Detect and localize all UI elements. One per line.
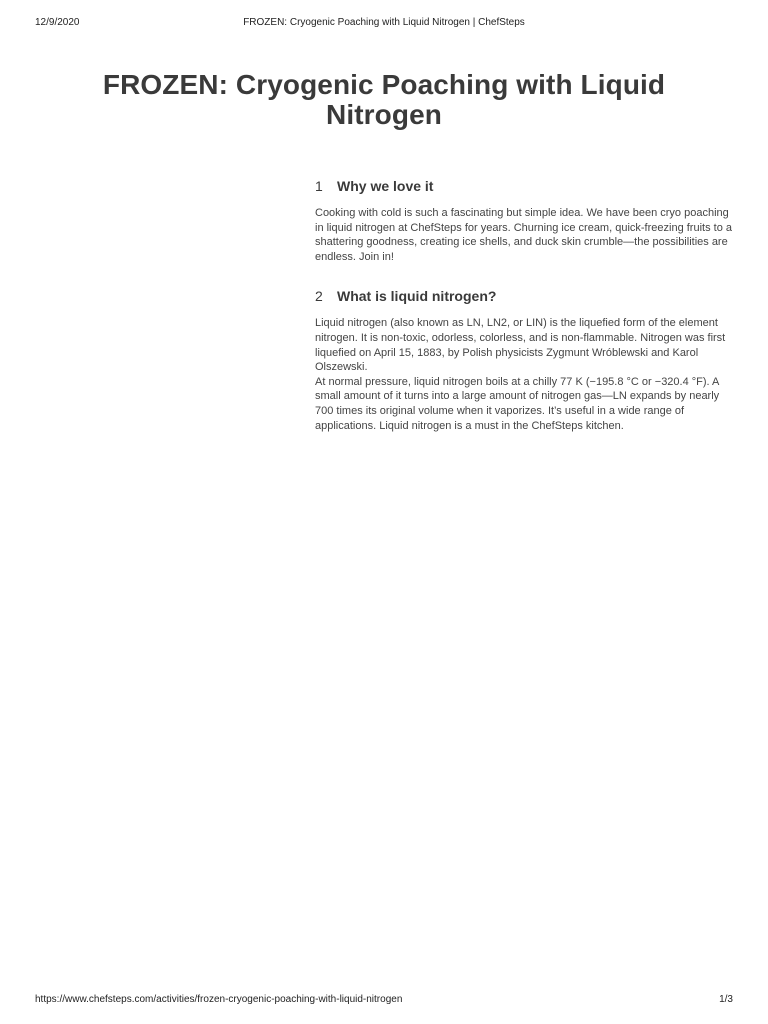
step-paragraph: Cooking with cold is such a fascinating but simple idea. We have been cryo poaching in liquid nitrogen at ChefSteps for years. Churning ice cream, quick-freezing fruits to a shattering goodness, creating ice shells, and duck skin crumble—the possibilities are endless. Join in!	[315, 207, 732, 263]
footer-page-indicator: 1/3	[719, 994, 733, 1005]
step-paragraph: Liquid nitrogen (also known as LN, LN2, or LIN) is the liquefied form of the element nitrogen. It is non-toxic, odorless, colorless, and is non-flammable. Nitrogen was first liquefied on April 15, 1883, by Polish physicists Zygmunt Wróblewski and Karol Olszewski.	[315, 317, 726, 374]
step-number: 1	[315, 178, 323, 194]
step-heading	[315, 176, 735, 196]
footer-url: https://www.chefsteps.com/activities/frozen-cryogenic-poaching-with-liquid-nitrogen	[35, 994, 403, 1005]
step-what-is-liquid-nitrogen	[315, 286, 735, 433]
page-title: FROZEN: Cryogenic Poaching with Liquid Nitrogen	[102, 69, 666, 130]
print-date: 12/9/2020	[35, 17, 80, 28]
step-title: Why we love it	[337, 178, 434, 194]
step-heading	[315, 286, 735, 306]
steps-list	[315, 176, 735, 433]
step-title: What is liquid nitrogen?	[337, 288, 497, 305]
print-page-title: FROZEN: Cryogenic Poaching with Liquid Nitrogen | ChefSteps	[243, 17, 525, 28]
print-footer	[0, 994, 768, 1008]
step-number: 2	[315, 288, 323, 305]
step-why-we-love-it	[315, 176, 735, 264]
step-body	[315, 316, 735, 433]
step-paragraph: At normal pressure, liquid nitrogen boils at a chilly 77 K (−195.8 °C or −320.4 °F). A small amount of it turns into a large amount of nitrogen gas—LN expands by nearly 700 times its original volume when it vaporizes. It’s useful in a wide range of applications. Liquid nitrogen is a must in the ChefSteps kitchen.	[315, 375, 720, 432]
print-header	[0, 17, 768, 31]
step-body	[315, 206, 735, 264]
